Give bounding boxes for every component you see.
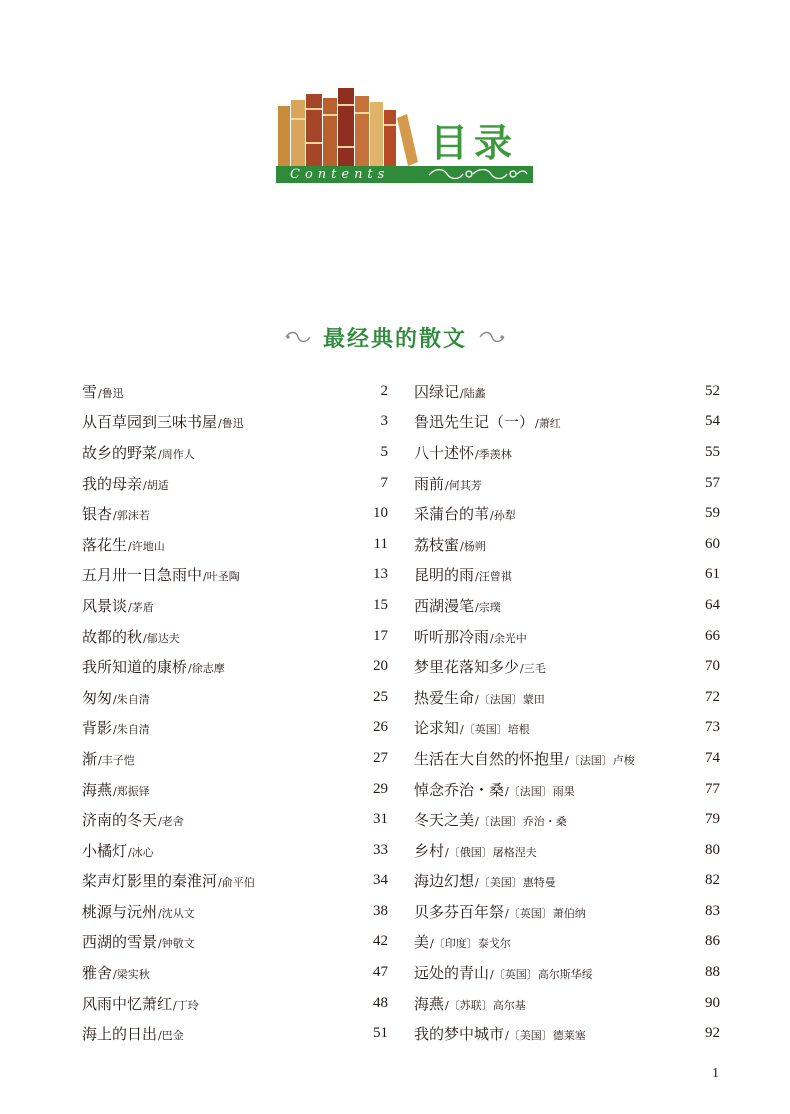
- entry-title: [414, 411, 561, 432]
- entry-title-text: 囚绿记: [414, 382, 460, 401]
- toc-entry[interactable]: [414, 682, 720, 713]
- toc-entry[interactable]: [82, 1018, 388, 1049]
- entry-page-number: 54: [705, 413, 720, 430]
- toc-entry[interactable]: [414, 498, 720, 529]
- entry-title: [82, 564, 240, 585]
- entry-page-number: 42: [373, 933, 388, 950]
- toc-entry[interactable]: [82, 590, 388, 621]
- entry-title-text: 乡村: [414, 841, 445, 860]
- entry-title: [414, 381, 486, 402]
- toc-entry[interactable]: [414, 376, 720, 407]
- entry-title-text: 梦里花落知多少: [414, 658, 520, 677]
- entry-title-text: 昆明的雨: [414, 566, 475, 585]
- entry-page-number: 2: [380, 382, 388, 399]
- entry-author: /徐志摩: [188, 662, 225, 676]
- entry-title-text: 生活在大自然的怀抱里: [414, 749, 565, 768]
- entry-author: /季羡林: [475, 447, 512, 461]
- entry-title: [82, 901, 195, 922]
- entry-title: [82, 626, 180, 647]
- entry-author: /陆蠡: [460, 386, 486, 400]
- toc-entry[interactable]: [414, 774, 720, 805]
- page-number: 1: [712, 1066, 719, 1081]
- entry-title-text: 八十述怀: [414, 443, 475, 462]
- toc-entry[interactable]: [414, 804, 720, 835]
- entry-title-text: 雨前: [414, 474, 445, 493]
- entry-author: /〔法国〕蒙田: [475, 692, 545, 706]
- section-heading: [0, 322, 790, 353]
- section-title: 最经典的散文: [322, 326, 467, 352]
- entry-author: /三毛: [520, 662, 546, 676]
- entry-author: /钟敬文: [158, 937, 195, 951]
- entry-page-number: 48: [373, 994, 388, 1011]
- entry-page-number: 33: [373, 841, 388, 858]
- entry-title-text: 落花生: [82, 535, 128, 554]
- entry-title-text: 我的母亲: [82, 474, 143, 493]
- toc-entry[interactable]: [82, 621, 388, 652]
- entry-author: /何其芳: [445, 478, 482, 492]
- entry-title-text: 我的梦中城市: [414, 1025, 505, 1044]
- entry-title-text: 雪: [82, 382, 98, 401]
- entry-page-number: 26: [373, 719, 388, 736]
- entry-page-number: 20: [373, 658, 388, 675]
- entry-page-number: 80: [705, 841, 720, 858]
- entry-author: /〔英国〕高尔斯华绥: [490, 968, 593, 982]
- entry-title: [414, 534, 486, 555]
- entry-title: [82, 809, 184, 830]
- entry-title-text: 桃源与沅州: [82, 902, 158, 921]
- entry-author: /叶圣陶: [203, 570, 240, 584]
- books-icon: [276, 88, 426, 166]
- entry-title-text: 银杏: [82, 505, 113, 524]
- entry-author: /郁达夫: [143, 631, 180, 645]
- entry-author: /茅盾: [128, 600, 154, 614]
- entry-title: [414, 779, 575, 800]
- entry-page-number: 55: [705, 443, 720, 460]
- entry-title: [82, 748, 135, 769]
- entry-author: /老舍: [158, 815, 184, 829]
- toc-entry[interactable]: [414, 713, 720, 744]
- entry-title: [82, 656, 225, 677]
- entry-title: [414, 962, 593, 983]
- entry-title-text: 贝多芬百年祭: [414, 902, 505, 921]
- entry-title-text: 济南的冬天: [82, 811, 158, 830]
- entry-title: [82, 503, 150, 524]
- entry-title-text: 风雨中忆萧红: [82, 994, 173, 1013]
- toc-entry[interactable]: [414, 1018, 720, 1049]
- toc-entry[interactable]: [414, 896, 720, 927]
- entry-page-number: 86: [705, 933, 720, 950]
- entry-title: [414, 901, 586, 922]
- entry-title-text: 从百草园到三味书屋: [82, 413, 218, 432]
- entry-title-text: 美: [414, 933, 430, 952]
- entry-author: /〔美国〕德莱塞: [505, 1029, 586, 1043]
- entry-author: /鲁迅: [98, 386, 124, 400]
- entry-title: [82, 442, 195, 463]
- toc-entry[interactable]: [82, 682, 388, 713]
- entry-page-number: 10: [373, 505, 388, 522]
- toc-entry[interactable]: [414, 529, 720, 560]
- entry-author: /朱自清: [113, 723, 150, 737]
- entry-author: /〔英国〕萧伯纳: [505, 906, 586, 920]
- entry-page-number: 3: [380, 413, 388, 430]
- entry-title: [414, 840, 537, 861]
- entry-page-number: 88: [705, 964, 720, 981]
- entry-page-number: 73: [705, 719, 720, 736]
- entry-page-number: 59: [705, 505, 720, 522]
- entry-title: [414, 931, 511, 952]
- entry-author: /萧红: [535, 417, 561, 431]
- toc-column-left: [82, 376, 388, 1049]
- entry-title: [414, 564, 512, 585]
- toc-entry[interactable]: [82, 927, 388, 958]
- entry-author: /梁实秋: [113, 968, 150, 982]
- entry-author: /巴金: [158, 1029, 184, 1043]
- entry-author: /孙犁: [490, 509, 516, 523]
- entry-title-text: 西湖的雪景: [82, 933, 158, 952]
- entry-page-number: 90: [705, 994, 720, 1011]
- contents-banner: [276, 166, 533, 183]
- entry-author: /郭沫若: [113, 509, 150, 523]
- entry-page-number: 15: [373, 596, 388, 613]
- toc-entry[interactable]: [414, 927, 720, 958]
- entry-title-text: 我所知道的康桥: [82, 658, 188, 677]
- entry-author: /〔美国〕惠特曼: [475, 876, 556, 890]
- entry-title: [414, 809, 567, 830]
- entry-page-number: 52: [705, 382, 720, 399]
- toc-entry[interactable]: [82, 437, 388, 468]
- entry-title: [414, 626, 527, 647]
- entry-title-text: 远处的青山: [414, 964, 490, 983]
- entry-title-text: 冬天之美: [414, 811, 475, 830]
- entry-page-number: 79: [705, 811, 720, 828]
- entry-author: /胡适: [143, 478, 169, 492]
- toc-entry[interactable]: [414, 468, 720, 499]
- toc-entry[interactable]: [414, 590, 720, 621]
- entry-author: /杨朔: [460, 539, 486, 553]
- entry-author: /俞平伯: [218, 876, 255, 890]
- contents-title: 目录: [430, 121, 519, 165]
- entry-author: /冰心: [128, 845, 154, 859]
- entry-title: [82, 840, 154, 861]
- entry-title-text: 听听那冷雨: [414, 627, 490, 646]
- entry-page-number: 29: [373, 780, 388, 797]
- toc-entry[interactable]: [414, 743, 720, 774]
- entry-page-number: 70: [705, 658, 720, 675]
- entry-title: [414, 595, 501, 616]
- toc-entry[interactable]: [82, 804, 388, 835]
- entry-author: /宗璞: [475, 600, 501, 614]
- toc-entry[interactable]: [82, 866, 388, 897]
- toc-entry[interactable]: [82, 743, 388, 774]
- entry-author: /许地山: [128, 539, 165, 553]
- entry-page-number: 74: [705, 749, 720, 766]
- entry-page-number: 7: [380, 474, 388, 491]
- entry-title-text: 论求知: [414, 719, 460, 738]
- toc-entry[interactable]: [82, 651, 388, 682]
- entry-title: [82, 931, 195, 952]
- entry-author: /鲁迅: [218, 417, 244, 431]
- entry-title-text: 采蒲台的苇: [414, 505, 490, 524]
- entry-page-number: 11: [373, 535, 388, 552]
- toc-entry[interactable]: [82, 896, 388, 927]
- entry-title-text: 西湖漫笔: [414, 596, 475, 615]
- toc-entry[interactable]: [414, 866, 720, 897]
- entry-page-number: 60: [705, 535, 720, 552]
- entry-author: /〔苏联〕高尔基: [445, 998, 526, 1012]
- entry-page-number: 82: [705, 872, 720, 889]
- entry-page-number: 27: [373, 749, 388, 766]
- swirl-right-icon: [478, 329, 506, 347]
- entry-title: [414, 473, 482, 494]
- entry-title: [82, 870, 255, 891]
- entry-title: [82, 717, 150, 738]
- toc-entry[interactable]: [82, 468, 388, 499]
- entry-title: [82, 381, 124, 402]
- toc-column-right: [414, 376, 720, 1049]
- toc-entry[interactable]: [82, 560, 388, 591]
- entry-author: /〔法国〕卢梭: [565, 753, 635, 767]
- toc-entry[interactable]: [82, 713, 388, 744]
- entry-page-number: 57: [705, 474, 720, 491]
- entry-author: /朱自清: [113, 692, 150, 706]
- toc-entry[interactable]: [82, 407, 388, 438]
- toc-entry[interactable]: [414, 957, 720, 988]
- entry-author: /余光中: [490, 631, 527, 645]
- entry-author: /沈从文: [158, 906, 195, 920]
- entry-author: /周作人: [158, 447, 195, 461]
- entry-title: [414, 1023, 586, 1044]
- toc-entry[interactable]: [82, 376, 388, 407]
- entry-author: /〔英国〕培根: [460, 723, 530, 737]
- entry-title: [414, 993, 526, 1014]
- toc-entry[interactable]: [82, 774, 388, 805]
- toc-entry[interactable]: [82, 529, 388, 560]
- ornament-icon: [425, 166, 529, 183]
- entry-title-text: 小橘灯: [82, 841, 128, 860]
- entry-author: /〔俄国〕屠格涅夫: [445, 845, 537, 859]
- entry-title: [414, 687, 545, 708]
- toc-entry[interactable]: [414, 560, 720, 591]
- entry-title-text: 雅舍: [82, 964, 113, 983]
- entry-page-number: 34: [373, 872, 388, 889]
- entry-author: /〔法国〕雨果: [505, 784, 575, 798]
- entry-author: /〔印度〕泰戈尔: [430, 937, 511, 951]
- entry-title: [414, 503, 516, 524]
- entry-title-text: 渐: [82, 749, 98, 768]
- toc-entry[interactable]: [82, 957, 388, 988]
- entry-title-text: 海燕: [82, 780, 113, 799]
- entry-title: [82, 473, 169, 494]
- entry-title-text: 匆匆: [82, 688, 113, 707]
- entry-page-number: 66: [705, 627, 720, 644]
- entry-title-text: 海燕: [414, 994, 445, 1013]
- entry-title-text: 海边幻想: [414, 872, 475, 891]
- entry-title-text: 背影: [82, 719, 113, 738]
- entry-page-number: 38: [373, 902, 388, 919]
- entry-author: /汪曾祺: [475, 570, 512, 584]
- toc-entry[interactable]: [414, 988, 720, 1019]
- entry-title: [414, 870, 556, 891]
- swirl-left-icon: [284, 329, 312, 347]
- toc-entry[interactable]: [414, 835, 720, 866]
- contents-subtitle: Contents: [290, 167, 390, 182]
- toc-entry[interactable]: [414, 621, 720, 652]
- entry-title: [414, 656, 546, 677]
- entry-page-number: 83: [705, 902, 720, 919]
- entry-title-text: 热爱生命: [414, 688, 475, 707]
- entry-page-number: 31: [373, 811, 388, 828]
- entry-title-text: 故都的秋: [82, 627, 143, 646]
- entry-page-number: 72: [705, 688, 720, 705]
- entry-title-text: 桨声灯影里的秦淮河: [82, 872, 218, 891]
- entry-title-text: 故乡的野菜: [82, 443, 158, 462]
- entry-title-text: 悼念乔治・桑: [414, 780, 505, 799]
- entry-title: [82, 962, 150, 983]
- entry-title: [82, 993, 199, 1014]
- toc-entry[interactable]: [414, 437, 720, 468]
- toc-entry[interactable]: [414, 407, 720, 438]
- entry-author: /丁玲: [173, 998, 199, 1012]
- entry-page-number: 5: [380, 443, 388, 460]
- entry-page-number: 47: [373, 964, 388, 981]
- entry-title: [82, 411, 244, 432]
- entry-page-number: 92: [705, 1025, 720, 1042]
- entry-title: [82, 779, 150, 800]
- entry-author: /〔法国〕乔治・桑: [475, 815, 567, 829]
- entry-title: [82, 534, 165, 555]
- toc-entry[interactable]: [82, 835, 388, 866]
- entry-title: [414, 748, 635, 769]
- entry-page-number: 25: [373, 688, 388, 705]
- entry-title: [82, 1023, 184, 1044]
- entry-author: /郑振铎: [113, 784, 150, 798]
- entry-page-number: 77: [705, 780, 720, 797]
- entry-title-text: 荔枝蜜: [414, 535, 460, 554]
- entry-title-text: 五月卅一日急雨中: [82, 566, 203, 585]
- entry-page-number: 64: [705, 596, 720, 613]
- entry-title: [414, 442, 512, 463]
- toc-entry[interactable]: [82, 988, 388, 1019]
- entry-title-text: 海上的日出: [82, 1025, 158, 1044]
- entry-title: [82, 687, 150, 708]
- toc-entry[interactable]: [414, 651, 720, 682]
- entry-title: [82, 595, 154, 616]
- entry-page-number: 17: [373, 627, 388, 644]
- entry-title-text: 风景谈: [82, 596, 128, 615]
- entry-page-number: 61: [705, 566, 720, 583]
- entry-page-number: 51: [373, 1025, 388, 1042]
- entry-title: [414, 717, 530, 738]
- contents-header: [276, 88, 533, 184]
- entry-author: /丰子恺: [98, 753, 135, 767]
- toc-entry[interactable]: [82, 498, 388, 529]
- entry-title-text: 鲁迅先生记（一）: [414, 413, 535, 432]
- entry-page-number: 13: [373, 566, 388, 583]
